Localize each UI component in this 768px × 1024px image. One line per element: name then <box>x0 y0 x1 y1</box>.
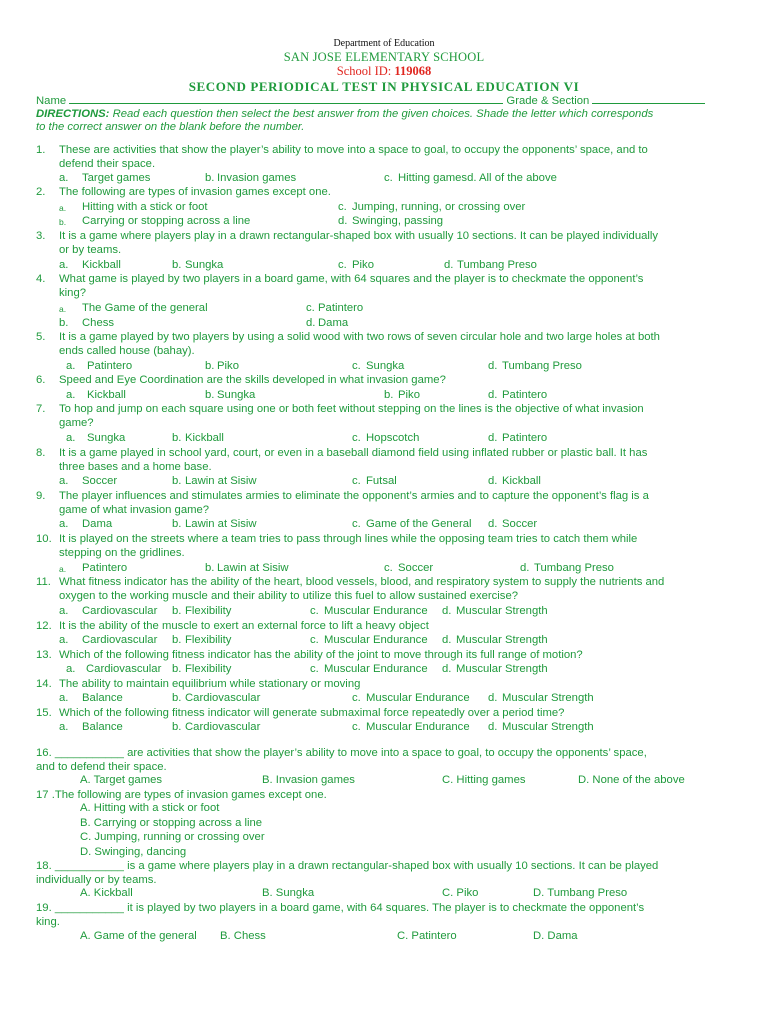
option-text: Lawin at Sisiw <box>185 475 257 487</box>
question-number: 2. <box>36 186 46 198</box>
option-text: Tumbang Preso <box>457 259 537 271</box>
option-letter[interactable]: b. <box>59 217 67 227</box>
grade-label: Grade & Section <box>506 95 590 107</box>
question-text: The following are types of invasion games except one. <box>59 186 331 198</box>
directions-line-2: to the correct answer on the blank before the number. <box>36 121 305 133</box>
option-text: Lawin at Sisiw <box>217 562 289 574</box>
question-text: oxygen to the working muscle and their ability to utilize this fuel to allow sustained exercise? <box>59 590 519 603</box>
option-text: Piko <box>398 389 420 401</box>
option-text: Carrying or stopping across a line <box>82 215 251 227</box>
school-id-label: School ID: <box>336 64 395 78</box>
option-text: Cardiovascular <box>82 634 158 646</box>
option-letter[interactable]: a. <box>59 259 69 271</box>
option-text: Sungka <box>366 360 405 372</box>
option-letter[interactable]: b. <box>172 721 182 733</box>
question-text: ends called house (bahay). <box>59 345 195 358</box>
question-text: It is a game played by two players by using a solid wood with two rows of seven circular hole and two large holes at both <box>59 331 660 343</box>
option-letter[interactable]: b. <box>172 432 182 444</box>
option-letter[interactable]: a. <box>66 663 76 675</box>
option-letter[interactable]: c. <box>352 518 361 530</box>
answer-choice[interactable]: C. Patintero <box>397 930 457 942</box>
option-letter[interactable]: d. <box>488 518 498 530</box>
option-letter[interactable]: d. <box>442 634 452 646</box>
option-letter[interactable]: c. <box>306 302 315 314</box>
option-text: Patintero <box>318 302 364 314</box>
option-text: Soccer <box>82 475 118 487</box>
option-text: Patintero <box>87 360 133 372</box>
option-letter[interactable]: a. <box>59 692 69 704</box>
question-text: king. <box>36 916 60 928</box>
question-text: 19. ___________ it is played by two players in a board game, with 64 squares. The player is to checkmate the opponent’s <box>36 902 645 914</box>
option-text: Sungka <box>217 389 256 401</box>
option-text: Cardiovascular <box>185 721 261 733</box>
question-text: What fitness indicator has the ability of the heart, blood vessels, blood, and respiratory system to supply the nutrients and <box>59 576 665 588</box>
option-text: Sungka <box>185 259 224 271</box>
option-letter[interactable]: d. <box>442 663 452 675</box>
option-letter[interactable]: c. <box>338 259 347 271</box>
answer-choice[interactable]: C. Jumping, running or crossing over <box>80 831 265 843</box>
question-text: It is the ability of the muscle to exert an external force to lift a heavy object <box>59 620 429 632</box>
option-letter[interactable]: c. <box>352 360 361 372</box>
question-number: 3. <box>36 230 46 242</box>
option-text: Kickball <box>82 259 121 271</box>
option-letter[interactable]: d. <box>520 562 530 574</box>
option-text: Dama <box>318 317 349 329</box>
option-text: Game of the General <box>366 518 472 530</box>
question-number: 7. <box>36 403 46 415</box>
option-letter[interactable]: a. <box>59 605 69 617</box>
option-letter[interactable]: d. <box>488 721 498 733</box>
option-letter[interactable]: d. <box>488 360 498 372</box>
answer-choice[interactable]: B. Invasion games <box>262 774 355 786</box>
option-text: Piko <box>352 259 374 271</box>
option-text: Hitting with a stick or foot <box>82 201 208 213</box>
question-number: 10. <box>36 533 52 545</box>
question-text: To hop and jump on each square using one or both feet without stepping on the lines is the objective of what invasion <box>59 403 644 415</box>
question-text: and to defend their space. <box>36 761 167 773</box>
question-number: 15. <box>36 707 52 719</box>
option-letter[interactable]: b. <box>172 663 182 675</box>
option-letter[interactable]: d. <box>442 605 452 617</box>
answer-choice[interactable]: D. None of the above <box>578 774 685 786</box>
directions-line-1 <box>36 107 653 121</box>
question-text: 17 .The following are types of invasion games except one. <box>36 789 327 801</box>
option-text: Balance <box>82 721 123 733</box>
option-text: Balance <box>82 692 123 704</box>
option-text: Muscular Strength <box>456 605 548 617</box>
option-letter[interactable]: c. <box>338 201 347 213</box>
option-text: Patintero <box>502 389 548 401</box>
option-text: Hopscotch <box>366 432 420 444</box>
option-text: Patintero <box>502 432 548 444</box>
name-blank[interactable] <box>69 93 503 104</box>
answer-choice[interactable]: A. Kickball <box>80 887 133 899</box>
option-text: Muscular Strength <box>456 634 548 646</box>
option-text: Soccer <box>398 562 434 574</box>
option-letter[interactable]: b. <box>172 634 182 646</box>
answer-choice[interactable]: A. Game of the general <box>80 930 197 942</box>
option-letter[interactable]: a. <box>66 432 76 444</box>
directions-label: DIRECTIONS: <box>36 108 110 120</box>
option-text: Chess <box>82 317 115 329</box>
option-letter[interactable]: b. <box>172 259 182 271</box>
option-text: Flexibility <box>185 605 232 617</box>
option-letter[interactable]: d. <box>488 389 498 401</box>
question-number: 13. <box>36 649 52 661</box>
option-text: Hitting gamesd. All of the above <box>398 172 557 184</box>
question-number: 11. <box>36 576 51 588</box>
option-letter[interactable]: a. <box>66 360 76 372</box>
option-letter[interactable]: c. <box>310 605 319 617</box>
option-text: Sungka <box>87 432 126 444</box>
department-heading: Department of Education <box>333 38 435 49</box>
option-letter[interactable]: c. <box>384 562 393 574</box>
option-letter[interactable]: b. <box>59 317 69 329</box>
option-text: Lawin at Sisiw <box>185 518 257 530</box>
option-text: Target games <box>82 172 151 184</box>
school-name: SAN JOSE ELEMENTARY SCHOOL <box>283 50 485 64</box>
option-letter[interactable]: c. <box>352 721 361 733</box>
question-text: What game is played by two players in a board game, with 64 squares and the player is to checkmate the opponent’s <box>59 273 644 285</box>
option-letter[interactable]: a. <box>59 564 67 574</box>
option-text: Muscular Strength <box>502 692 594 704</box>
answer-choice[interactable]: D. Tumbang Preso <box>533 887 628 899</box>
option-letter[interactable]: b. <box>172 605 182 617</box>
option-text: Kickball <box>502 475 541 487</box>
question-text: Which of the following fitness indicator will generate submaximal force repeatedly over a period time? <box>59 707 565 719</box>
option-text: Muscular Endurance <box>366 692 470 704</box>
option-letter[interactable]: a. <box>59 634 69 646</box>
question-number: 12. <box>36 620 52 632</box>
option-letter[interactable]: a. <box>59 475 69 487</box>
question-text: Speed and Eye Coordination are the skills developed in what invasion game? <box>59 374 446 386</box>
answer-choice[interactable]: C. Hitting games <box>442 774 526 786</box>
option-letter[interactable]: b. <box>205 172 215 184</box>
option-text: Tumbang Preso <box>534 562 614 574</box>
option-text: The Game of the general <box>82 302 208 314</box>
question-text: These are activities that show the player’s ability to move into a space to goal, to occupy the opponents’ space, and to <box>59 144 648 156</box>
option-letter[interactable]: d. <box>488 692 498 704</box>
option-letter[interactable]: b. <box>384 389 394 401</box>
option-letter[interactable]: a. <box>59 721 69 733</box>
option-text: Kickball <box>87 389 126 401</box>
option-text: Cardiovascular <box>82 605 158 617</box>
question-text: 18. ___________ is a game where players play in a drawn rectangular-shaped box with usually 10 sections. It can be played <box>36 860 659 872</box>
option-text: Tumbang Preso <box>502 360 582 372</box>
option-text: Cardiovascular <box>185 692 261 704</box>
option-letter[interactable]: d. <box>444 259 454 271</box>
option-letter[interactable]: a. <box>66 389 76 401</box>
option-text: Soccer <box>502 518 538 530</box>
name-grade-line <box>36 93 705 108</box>
option-text: Kickball <box>185 432 224 444</box>
answer-choice[interactable]: D. Swinging, dancing <box>80 846 187 858</box>
answer-choice[interactable]: B. Chess <box>220 930 266 942</box>
option-letter[interactable]: b. <box>172 692 182 704</box>
question-number: 4. <box>36 273 46 285</box>
option-text: Cardiovascular <box>86 663 162 675</box>
option-letter[interactable]: d. <box>338 215 348 227</box>
answer-choice[interactable]: D. Dama <box>533 930 578 942</box>
question-text: The ability to maintain equilibrium while stationary or moving <box>59 678 361 690</box>
option-letter[interactable]: c. <box>310 634 319 646</box>
option-text: Futsal <box>366 475 397 487</box>
option-text: Muscular Endurance <box>324 663 428 675</box>
question-text: The player influences and stimulates armies to eliminate the opponent’s armies and to capture the opponent’s flag is a <box>59 490 649 502</box>
school-id-value: 119068 <box>394 64 432 78</box>
option-letter[interactable]: d. <box>488 432 498 444</box>
answer-choice[interactable]: A. Hitting with a stick or foot <box>80 802 220 814</box>
question-number: 1. <box>36 144 46 156</box>
question-text: individually or by teams. <box>36 874 157 886</box>
question-text: game of what invasion game? <box>59 504 210 517</box>
answer-choice[interactable]: A. Target games <box>80 774 163 786</box>
grade-blank[interactable] <box>592 93 705 104</box>
option-text: Jumping, running, or crossing over <box>352 201 526 213</box>
question-number: 9. <box>36 490 46 502</box>
question-text: game? <box>59 417 94 430</box>
school-id <box>0 64 768 79</box>
option-text: Flexibility <box>185 663 232 675</box>
question-number: 14. <box>36 678 52 690</box>
option-letter[interactable]: b. <box>205 562 215 574</box>
option-text: Muscular Strength <box>502 721 594 733</box>
option-letter[interactable]: b. <box>205 389 215 401</box>
question-text: stepping on the gridlines. <box>59 547 185 560</box>
option-letter[interactable]: d. <box>488 475 498 487</box>
answer-choice[interactable]: B. Sungka <box>262 887 315 899</box>
option-letter[interactable]: b. <box>172 518 182 530</box>
question-number: 6. <box>36 374 46 386</box>
question-number: 5. <box>36 331 46 343</box>
option-letter[interactable]: a. <box>59 172 69 184</box>
option-letter[interactable]: b. <box>172 475 182 487</box>
directions-text-1: Read each question then select the best answer from the given choices. Shade the letter which corresponds <box>109 108 654 120</box>
question-text: or by teams. <box>59 244 122 257</box>
option-text: Piko <box>217 360 239 372</box>
option-text: Dama <box>82 518 113 530</box>
test-title: SECOND PERIODICAL TEST IN PHYSICAL EDUCATION VI <box>188 79 580 94</box>
option-letter[interactable]: c. <box>384 172 393 184</box>
option-letter[interactable]: a. <box>59 518 69 530</box>
question-text: king? <box>59 287 87 300</box>
option-letter[interactable]: c. <box>310 663 319 675</box>
question-text: Which of the following fitness indicator has the ability of the joint to move through its full range of motion? <box>59 649 583 661</box>
option-letter[interactable]: b. <box>205 360 215 372</box>
option-letter[interactable]: c. <box>352 692 361 704</box>
option-text: Invasion games <box>217 172 297 184</box>
option-letter[interactable]: c. <box>352 475 361 487</box>
question-text: It is a game played in school yard, court, or even in a baseball diamond field using inflated rubber or plastic ball. It has <box>59 447 648 459</box>
name-label: Name <box>36 95 67 107</box>
question-text: defend their space. <box>59 158 156 171</box>
answer-choice[interactable]: C. Piko <box>442 887 479 899</box>
question-number: 8. <box>36 447 46 459</box>
option-text: Muscular Endurance <box>366 721 470 733</box>
answer-choice[interactable]: B. Carrying or stopping across a line <box>80 817 263 829</box>
question-text: three bases and a home base. <box>59 461 212 474</box>
question-text: 16. ___________ are activities that show the player’s ability to move into a space to goal, to occupy the opponents’ space, <box>36 747 647 759</box>
option-letter[interactable]: a. <box>59 304 67 314</box>
option-text: Flexibility <box>185 634 232 646</box>
question-text: It is a game where players play in a drawn rectangular-shaped box with usually 10 sections. It can be played individually <box>59 230 659 242</box>
option-text: Muscular Endurance <box>324 634 428 646</box>
option-text: Swinging, passing <box>352 215 444 227</box>
option-letter[interactable]: c. <box>352 432 361 444</box>
option-letter[interactable]: a. <box>59 203 67 213</box>
option-text: Muscular Strength <box>456 663 548 675</box>
question-text: It is played on the streets where a team tries to pass through lines while the opposing team tries to catch them while <box>59 533 638 545</box>
option-text: Patintero <box>82 562 128 574</box>
option-letter[interactable]: d. <box>306 317 316 329</box>
option-text: Muscular Endurance <box>324 605 428 617</box>
